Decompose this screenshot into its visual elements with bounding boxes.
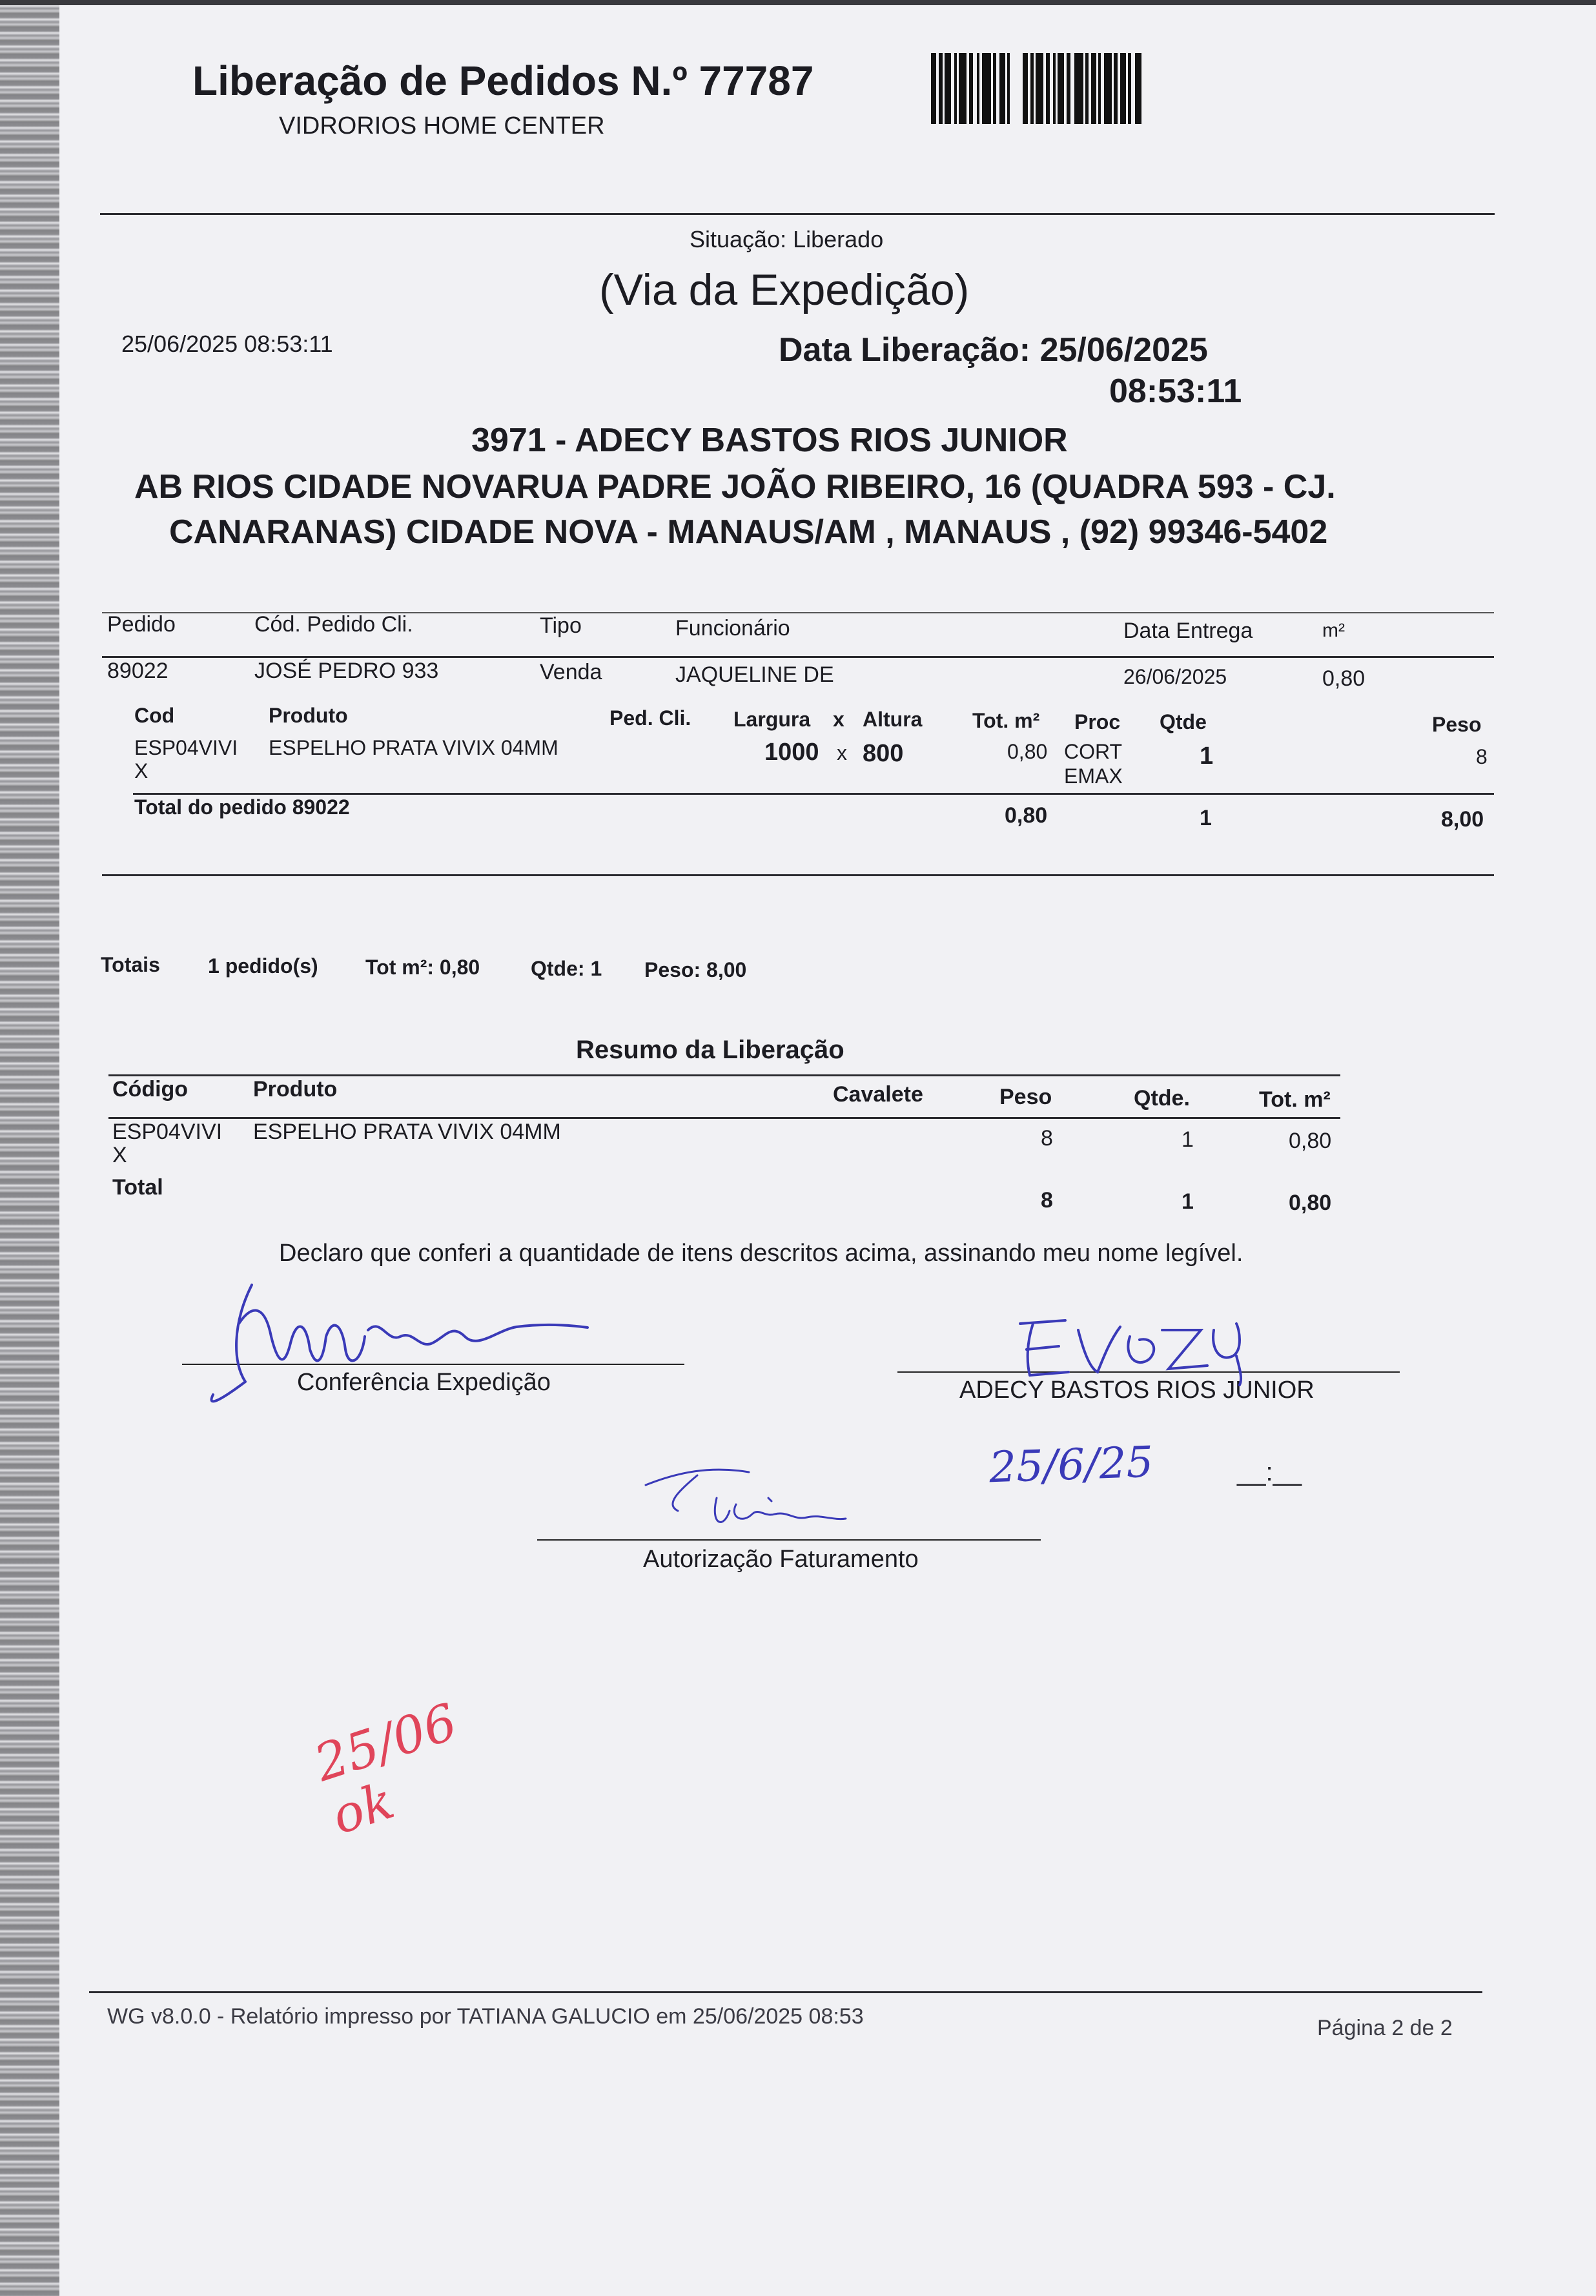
items-header-produto: Produto	[269, 704, 348, 727]
footer-printed-by: WG v8.0.0 - Relatório impresso por TATIANA GALUCIO em 25/06/2025 08:53	[107, 2004, 864, 2029]
summary-header-qtde: Qtde.	[1134, 1086, 1190, 1111]
items-header-largura: Largura	[733, 708, 811, 731]
order-funcionario: JAQUELINE DE	[675, 662, 834, 687]
item-tot-m2: 0,80	[1007, 740, 1048, 763]
totals-tot-m2: Tot m²: 0,80	[365, 956, 480, 979]
item-largura: 1000	[764, 739, 819, 766]
summary-tot-m2: 0,80	[1289, 1129, 1332, 1153]
order-tipo: Venda	[540, 660, 602, 684]
summary-header-peso: Peso	[999, 1085, 1052, 1109]
totals-qtde: Qtde: 1	[531, 957, 602, 980]
items-header-ped-cli: Ped. Cli.	[609, 706, 691, 730]
summary-codigo-line2: X	[112, 1143, 127, 1167]
red-handwritten-note: 25/06 ok	[307, 1693, 464, 1846]
items-header-cod: Cod	[134, 704, 175, 727]
item-proc-line1: CORT	[1064, 740, 1123, 763]
autorizacao-signature	[639, 1459, 885, 1543]
item-qtde: 1	[1200, 743, 1214, 770]
order-header-data-entrega: Data Entrega	[1123, 619, 1253, 643]
summary-header-rule	[108, 1117, 1340, 1119]
summary-header-cavalete: Cavalete	[833, 1082, 923, 1107]
order-header-m2: m²	[1322, 620, 1345, 641]
order-header-pedido: Pedido	[107, 612, 176, 637]
summary-total-qtde: 1	[1182, 1189, 1194, 1214]
summary-header-produto: Produto	[253, 1077, 338, 1102]
client-signature-label: ADECY BASTOS RIOS JUNIOR	[959, 1377, 1315, 1404]
order-pedido: 89022	[107, 659, 169, 683]
order-header-cod-cli: Cód. Pedido Cli.	[254, 612, 413, 637]
summary-codigo-line1: ESP04VIVI	[112, 1120, 223, 1144]
header-divider	[100, 213, 1495, 215]
items-header-peso: Peso	[1432, 713, 1482, 736]
conferencia-label: Conferência Expedição	[297, 1369, 551, 1396]
items-header-proc: Proc	[1074, 710, 1121, 733]
item-altura: 800	[863, 740, 904, 767]
order-header-rule	[102, 656, 1494, 658]
totals-peso: Peso: 8,00	[644, 958, 747, 981]
footer-page-number: Página 2 de 2	[1317, 2016, 1453, 2040]
handwritten-date: 25/6/25	[988, 1437, 1154, 1493]
order-data-entrega: 26/06/2025	[1123, 665, 1227, 688]
item-proc-line2: EMAX	[1064, 764, 1123, 788]
item-cod-line1: ESP04VIVI	[134, 736, 238, 759]
order-header-tipo: Tipo	[540, 613, 582, 638]
declaration-text: Declaro que conferi a quantidade de itens descritos acima, assinando meu nome legível.	[279, 1240, 1243, 1267]
client-name: 3971 - ADECY BASTOS RIOS JUNIOR	[471, 422, 1068, 459]
footer-rule	[89, 1991, 1482, 1993]
summary-total-label: Total	[112, 1175, 163, 1200]
release-date: Data Liberação: 25/06/2025	[779, 331, 1208, 369]
company-name: VIDRORIOS HOME CENTER	[279, 112, 605, 139]
summary-total-peso: 8	[1041, 1188, 1053, 1213]
summary-total-tot-m2: 0,80	[1289, 1191, 1332, 1215]
items-header-qtde: Qtde	[1160, 710, 1207, 733]
item-peso: 8	[1476, 745, 1488, 768]
scan-edge-artifact	[0, 0, 59, 2296]
document-title: Liberação de Pedidos N.º 77787	[192, 57, 814, 104]
items-header-tot-m2: Tot. m²	[972, 709, 1040, 732]
items-total-peso: 8,00	[1441, 807, 1484, 832]
summary-top-rule	[108, 1074, 1340, 1076]
client-signature	[1007, 1304, 1278, 1388]
printed-timestamp: 25/06/2025 08:53:11	[121, 331, 333, 357]
client-address-line2: CANARANAS) CIDADE NOVA - MANAUS/AM , MANAUS , (92) 99346-5402	[169, 513, 1328, 551]
summary-header-codigo: Código	[112, 1077, 189, 1102]
status-text: Situação: Liberado	[690, 226, 884, 252]
time-placeholder: __:__	[1237, 1458, 1302, 1486]
summary-produto: ESPELHO PRATA VIVIX 04MM	[253, 1120, 561, 1144]
summary-header-tot-m2: Tot. m²	[1259, 1087, 1331, 1112]
barcode	[931, 53, 1176, 124]
item-cod-line2: X	[134, 759, 148, 783]
summary-qtde: 1	[1182, 1127, 1194, 1152]
order-m2: 0,80	[1322, 666, 1366, 691]
order-cod-cli: JOSÉ PEDRO 933	[254, 659, 439, 683]
autorizacao-label: Autorização Faturamento	[643, 1546, 919, 1573]
summary-peso: 8	[1041, 1126, 1053, 1151]
item-produto: ESPELHO PRATA VIVIX 04MM	[269, 736, 558, 759]
items-total-label: Total do pedido 89022	[134, 795, 350, 819]
via-label: (Via da Expedição)	[599, 265, 970, 314]
order-table-bottom-rule	[102, 874, 1494, 876]
items-header-x: x	[833, 708, 844, 731]
client-address-line1: AB RIOS CIDADE NOVARUA PADRE JOÃO RIBEIRO, 16 (QUADRA 593 - CJ.	[134, 468, 1336, 506]
item-x: x	[837, 741, 847, 764]
items-header-altura: Altura	[863, 708, 923, 731]
items-total-qtde: 1	[1200, 806, 1212, 830]
conferencia-signature	[194, 1266, 607, 1420]
items-total-m2: 0,80	[1005, 803, 1048, 828]
totals-pedidos: 1 pedido(s)	[208, 954, 318, 978]
order-header-funcionario: Funcionário	[675, 616, 790, 641]
summary-title: Resumo da Liberação	[576, 1036, 844, 1064]
release-time: 08:53:11	[1109, 373, 1242, 410]
scan-top-edge	[0, 0, 1596, 5]
totals-label: Totais	[101, 953, 160, 976]
items-total-rule	[133, 793, 1494, 795]
